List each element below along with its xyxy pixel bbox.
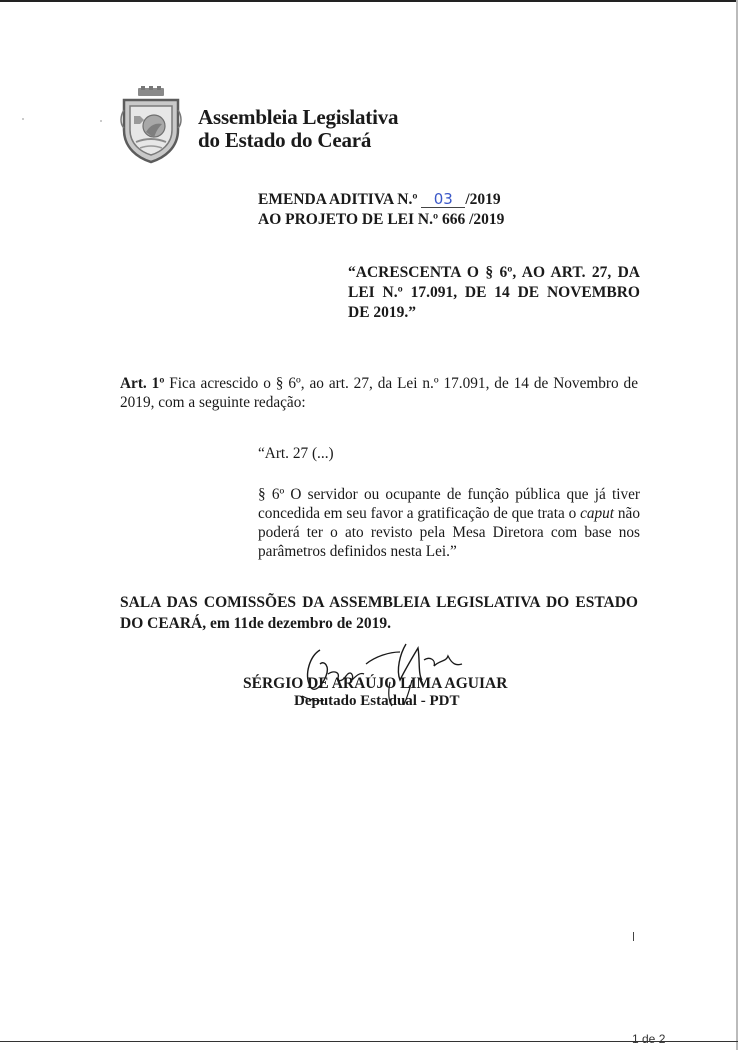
article-label: Art. 1º [120, 375, 165, 392]
institution-line-1: Assembleia Legislativa [198, 105, 399, 129]
scan-speck [100, 120, 102, 122]
paragraph-text-after: não poderá ter o ato revisto pela Mesa Diretora com base nos parâmetros definidos nesta Lei.” [258, 505, 640, 560]
article-text: Fica acrescido o § 6º, ao art. 27, da Lei n.º 17.091, de 14 de Novembro de 2019, com a seguinte redação: [120, 375, 638, 411]
document-header [258, 190, 504, 230]
article-1 [120, 374, 638, 412]
quoted-paragraph [258, 485, 640, 561]
bill-reference: AO PROJETO DE LEI N.º 666 /2019 [258, 211, 505, 228]
signer-name: SÉRGIO DE ARAÚJO LIMA AGUIAR [243, 675, 508, 692]
amendment-prefix: EMENDA ADITIVA N.º [258, 191, 418, 208]
footer-rule [0, 1041, 738, 1042]
handwritten-signature [296, 630, 466, 710]
institution-name [198, 106, 398, 152]
scan-speck [22, 118, 24, 120]
state-coat-of-arms-emblem [118, 86, 184, 164]
quoted-article-heading: “Art. 27 (...) [258, 445, 334, 462]
ementa-summary: “ACRESCENTA O § 6º, AO ART. 27, DA LEI N.º 17.091, DE 14 DE NOVEMBRO DE 2019.” [348, 264, 640, 321]
page-number: 1 de 2 [632, 1032, 666, 1046]
handwritten-amendment-number: 03 [421, 192, 465, 208]
page-top-edge [0, 0, 738, 2]
amendment-year: /2019 [465, 191, 501, 208]
institution-line-2: do Estado do Ceará [198, 128, 372, 152]
margin-mark [633, 932, 634, 941]
paragraph-caput-term: caput [580, 505, 615, 522]
closing-statement: SALA DAS COMISSÕES DA ASSEMBLEIA LEGISLATIVA DO ESTADO DO CEARÁ, em 11de dezembro de 2019. [120, 594, 638, 632]
amendment-title [258, 190, 504, 210]
signer-role: Deputado Estadual - PDT [294, 693, 460, 709]
paragraph-text-before: § 6º O servidor ou ocupante de função pública que já tiver concedida em seu favor a gratificação de que trata o [258, 486, 640, 522]
